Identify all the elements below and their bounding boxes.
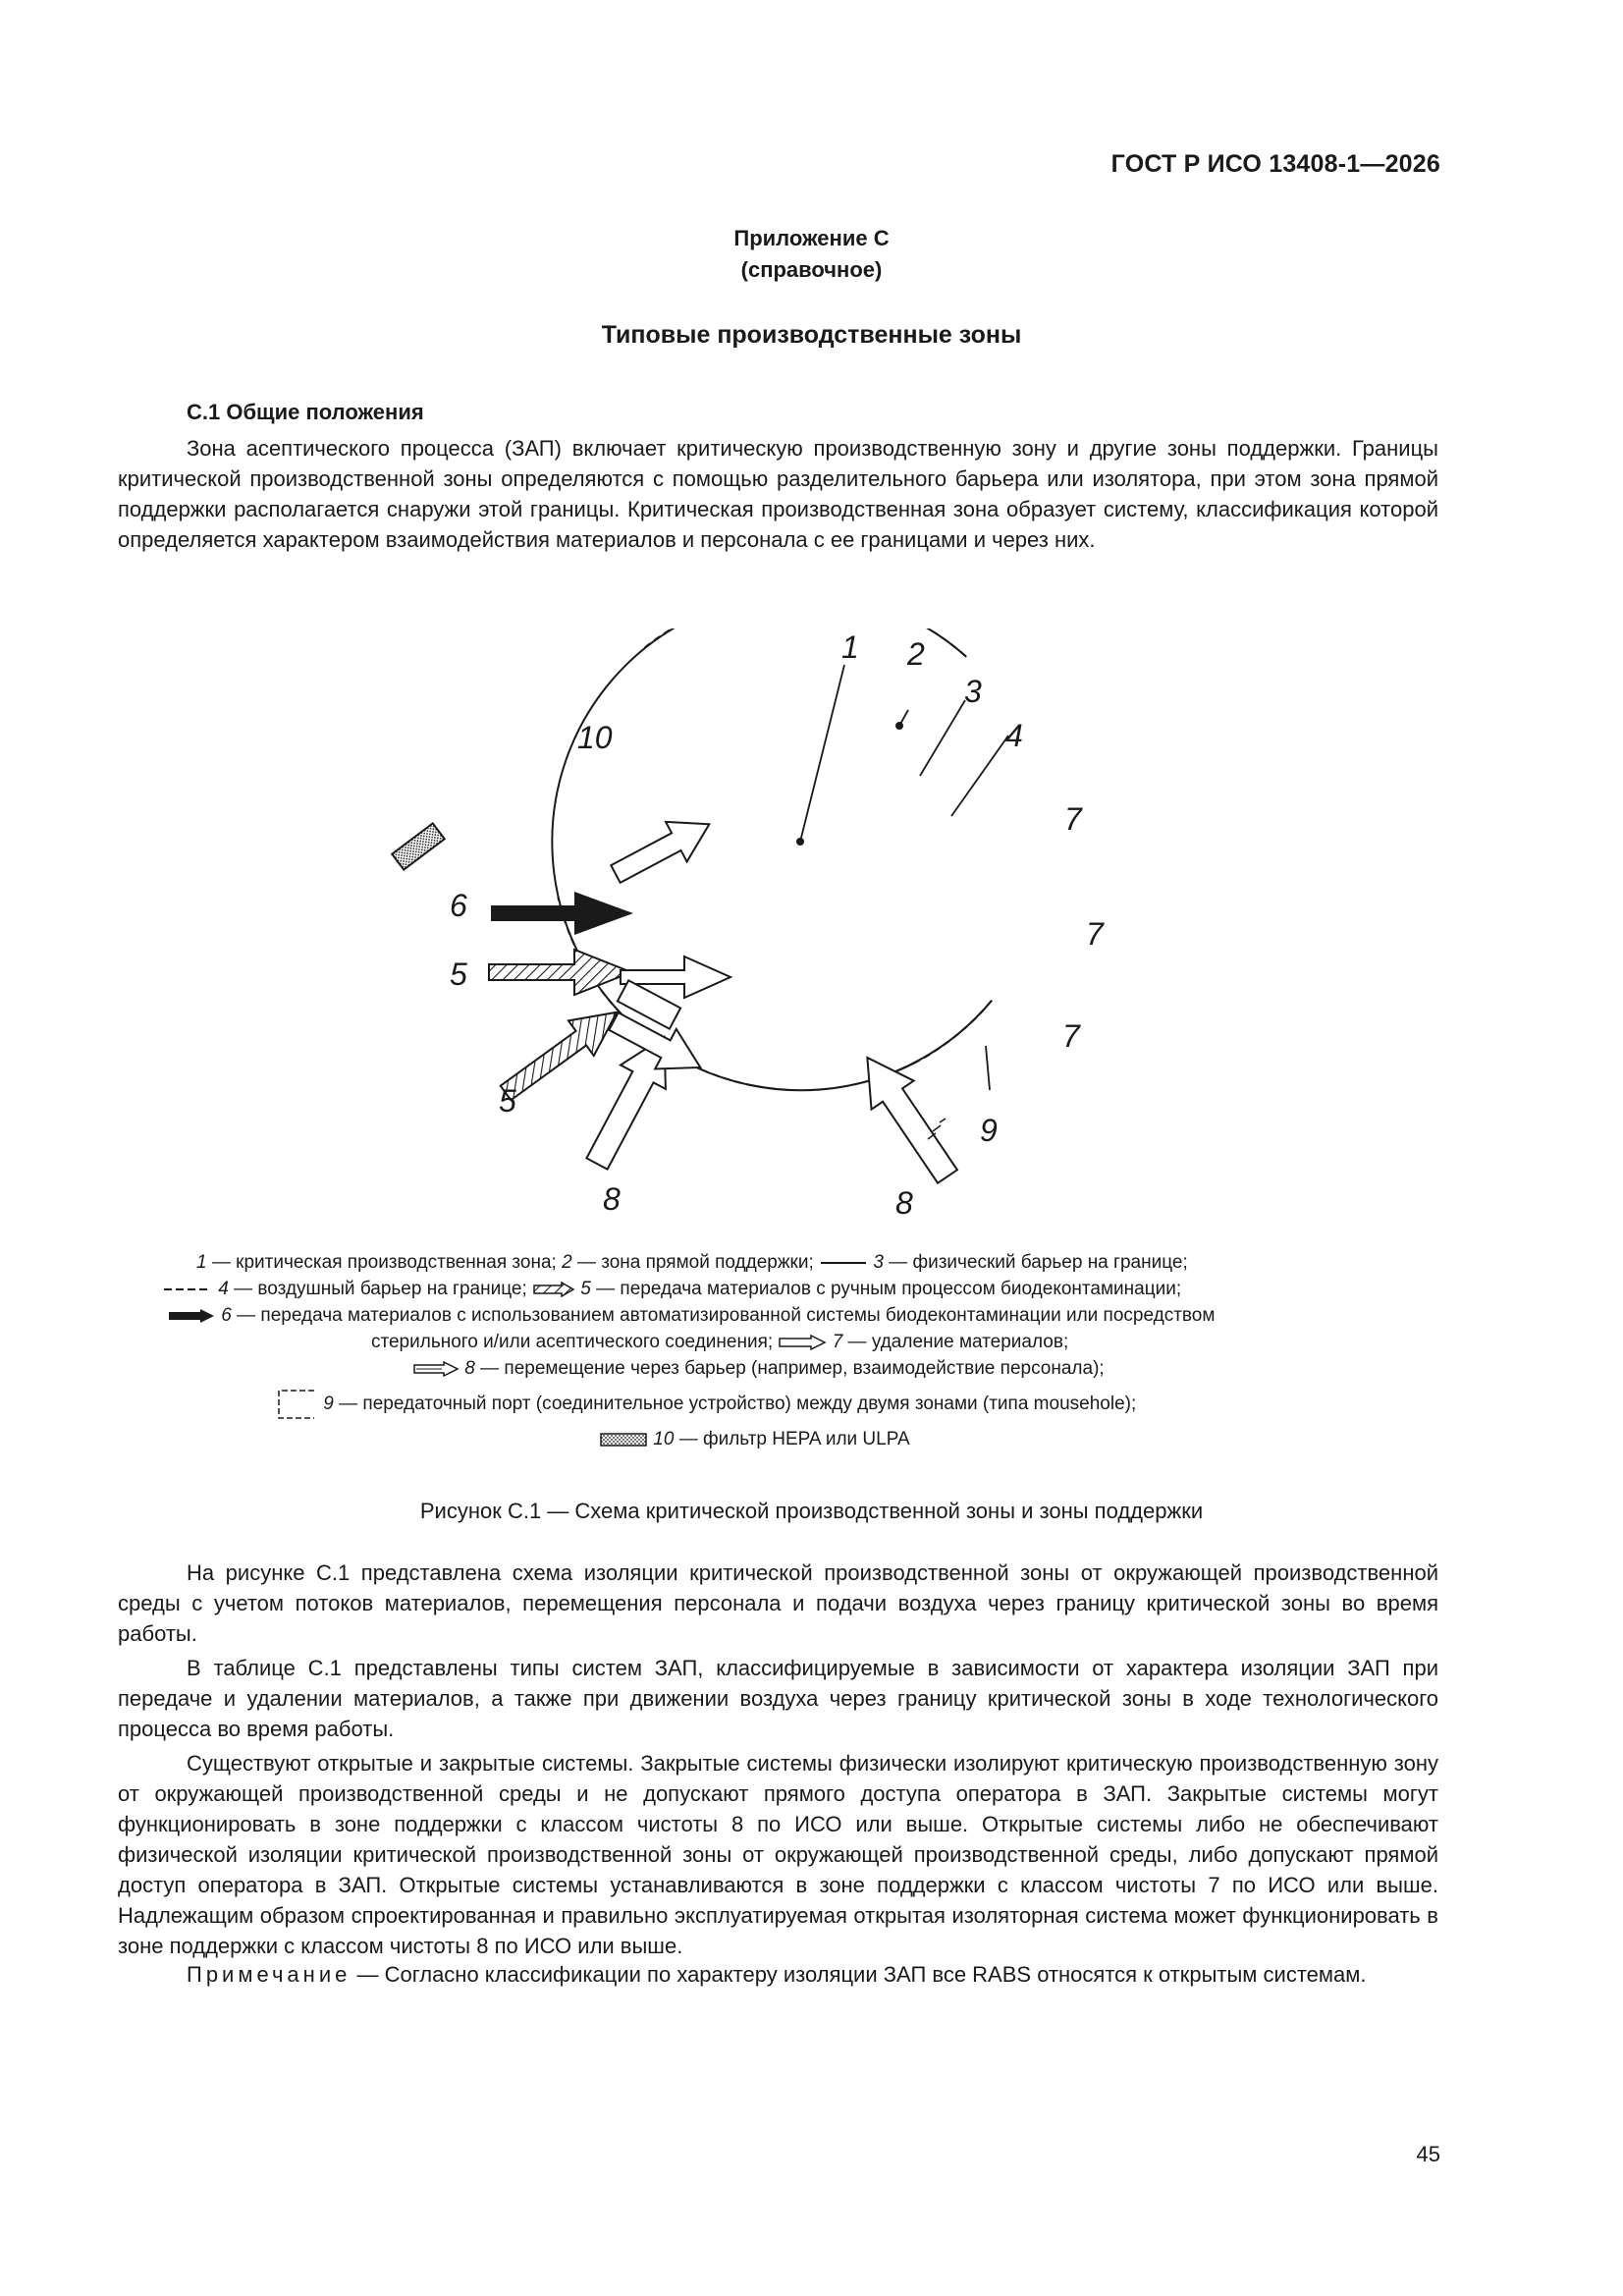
label-7-middle: 7 <box>1086 916 1104 952</box>
annex-heading: Типовые производственные зоны <box>601 321 1022 349</box>
legend-text-2: — зона прямой поддержки; <box>571 1252 820 1273</box>
white-arrow-icon <box>778 1335 827 1350</box>
label-9: 9 <box>980 1113 998 1148</box>
legend-row-4 <box>371 1329 1068 1355</box>
legend-row-6 <box>275 1385 1136 1424</box>
legend-text-1: — критическая производственная зона; <box>206 1252 563 1273</box>
legend-text-9: — передаточный порт (соединительное устройство) между двумя зонами (типа mousehole); <box>333 1394 1137 1415</box>
hepa-filter-icon <box>599 1431 648 1449</box>
label-8-left: 8 <box>603 1181 621 1217</box>
black-arrow-icon <box>167 1308 216 1324</box>
figure-caption: Рисунок С.1 — Схема критической производственной зоны и зоны поддержки <box>419 1499 1204 1523</box>
legend-row-1 <box>196 1249 1188 1276</box>
figure-diagram <box>353 629 1217 1247</box>
section-title: С.1 Общие положения <box>187 400 424 424</box>
legend-text-6b: стерильного и/или асептического соединения; <box>371 1332 779 1352</box>
label-7-upper: 7 <box>1064 801 1082 837</box>
hatched-arrow-icon <box>532 1282 575 1297</box>
note-text: — Согласно классификации по характеру изоляции ЗАП все RABS относятся к открытым системам. <box>351 1962 1367 1987</box>
label-1: 1 <box>841 629 859 665</box>
legend-text-7: — удаление материалов; <box>842 1332 1069 1352</box>
label-10: 10 <box>577 720 613 755</box>
legend-row-2 <box>162 1276 1181 1302</box>
body-paragraph-3: Существуют открытые и закрытые системы. Закрытые системы физически изолируют критическую производственную зону от окружающей производственной среды и не допускают прямого доступа оператора в ЗАП. Закрытые системы могут функционировать в зоне поддержки с классом чистоты 8 по ИСО или выше. Открытые системы либо не обеспечивают физической изоляции критической производственной зоны от окружающей производственной среды, либо допускают прямой доступ оператора в ЗАП. Открытые системы устанавливаются в зоне поддержки с классом чистоты 7 по ИСО или выше. Надлежащим образом спроектированная и правильно эксплуатируемая открытая изоляторная система может функционировать в зоне поддержки с классом чистоты 8 по ИСО или выше. <box>118 1751 1438 1958</box>
legend-num-7: 7 <box>832 1332 843 1352</box>
hepa-filter-block <box>392 823 445 869</box>
intro-paragraph: Зона асептического процесса (ЗАП) включает критическую производственную зону и другие зоны поддержки. Границы критической производственной зоны определяются с помощью разделительного барьера или изолятора, при этом зона прямой поддержки располагается снаружи этой границы. Критическая производственная зона образует систему, классификация которой определяется характером взаимодействия материалов и персонала с ее границами и через них. <box>118 436 1438 552</box>
leader-line-1 <box>800 665 844 842</box>
material-transfer-manual-arrow <box>489 950 631 995</box>
legend-num-10: 10 <box>653 1429 675 1449</box>
legend-row-5 <box>412 1355 1105 1382</box>
label-5-diagonal: 5 <box>499 1083 516 1119</box>
label-3: 3 <box>964 674 982 709</box>
legend-text-8: — перемещение через барьер (например, взаимодействие персонала); <box>474 1358 1105 1379</box>
legend-num-5: 5 <box>580 1279 591 1299</box>
note-paragraph <box>118 1959 1438 1990</box>
body-paragraph-1: На рисунке С.1 представлена схема изоляции критической производственной зоны от окружающей производственной среды с учетом потоков материалов, перемещения персонала и подачи воздуха через границу критической зоны во время работы. <box>118 1560 1438 1646</box>
legend-num-3: 3 <box>873 1252 884 1273</box>
note-label: Примечание <box>187 1962 352 1987</box>
label-4: 4 <box>1005 718 1023 753</box>
leader-line-4 <box>951 736 1008 816</box>
legend-num-4: 4 <box>218 1279 229 1299</box>
legend-num-8: 8 <box>464 1358 475 1379</box>
legend-num-6: 6 <box>221 1305 232 1326</box>
body-paragraph-2: В таблице С.1 представлены типы систем ЗАП, классифицируемые в зависимости от характера изоляции ЗАП при передаче и удалении материалов, а также при движении воздуха через границу критической зоны в ходе технологического процесса во время работы. <box>118 1656 1438 1741</box>
legend-text-3: — физический барьер на границе; <box>883 1252 1188 1273</box>
white-double-arrow-icon <box>412 1361 460 1377</box>
leader-line-2 <box>899 710 908 726</box>
label-7-lower: 7 <box>1062 1018 1080 1054</box>
transfer-port-icon <box>275 1385 318 1424</box>
legend-text-4: — воздушный барьер на границе; <box>228 1279 533 1299</box>
annex-title: Приложение С <box>733 226 890 250</box>
legend-num-9: 9 <box>323 1394 334 1415</box>
page-number: 45 <box>1416 2142 1440 2166</box>
legend-text-6: — передача материалов с использованием автоматизированной системы биодеконтаминации или посредством <box>231 1305 1216 1326</box>
label-6: 6 <box>450 888 467 923</box>
label-2: 2 <box>907 636 925 672</box>
legend-text-10: — фильтр HEPA или ULPA <box>674 1429 910 1449</box>
standard-number: ГОСТ Р ИСО 13408-1—2026 <box>1110 150 1440 178</box>
legend-row-7 <box>599 1426 910 1452</box>
solid-line-icon <box>819 1258 868 1268</box>
label-5-horizontal: 5 <box>450 957 467 992</box>
legend-row-3 <box>167 1302 1215 1329</box>
leader-line-3 <box>920 700 965 776</box>
legend-num-1: 1 <box>196 1252 207 1273</box>
leader-line-9 <box>986 1046 990 1090</box>
annex-type: (справочное) <box>740 257 883 282</box>
dashed-line-icon <box>162 1285 213 1294</box>
label-8-right: 8 <box>895 1185 913 1221</box>
legend-text-5: — передача материалов с ручным процессом биодеконтаминации; <box>590 1279 1182 1299</box>
material-removal-arrow-upper-visible <box>605 804 720 894</box>
legend-num-2: 2 <box>562 1252 572 1273</box>
